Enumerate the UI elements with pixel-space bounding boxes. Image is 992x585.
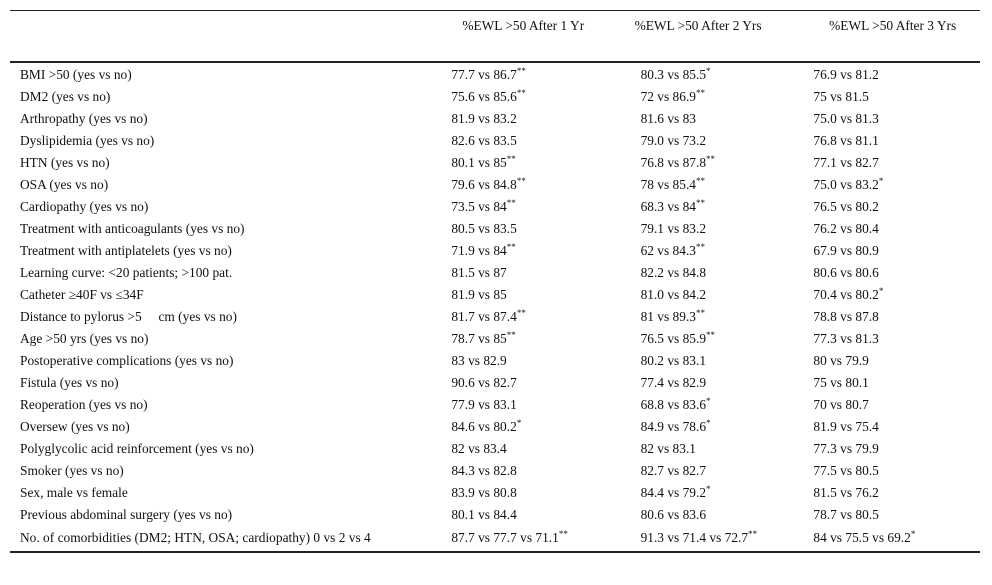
table-row [10, 482, 980, 504]
factor-cell: HTN (yes vs no) [20, 155, 110, 170]
value-cell-y1 [443, 526, 632, 552]
value-text: 78.7 vs 85 [451, 331, 507, 346]
value-text: 77.9 vs 83.1 [451, 397, 517, 412]
value-text: 68.3 vs 84 [640, 199, 696, 214]
factor-cell: Postoperative complications (yes vs no) [20, 353, 234, 368]
significance-marker: ** [706, 154, 716, 164]
factor-cell: No. of comorbidities (DM2; HTN, OSA; cardiopathy) 0 vs 2 vs 4 [20, 530, 371, 545]
table-row [10, 152, 980, 174]
factor-cell: Dyslipidemia (yes vs no) [20, 133, 155, 148]
significance-marker: ** [506, 198, 516, 208]
value-text: 76.8 vs 81.1 [813, 133, 879, 148]
value-text: 76.8 vs 87.8 [640, 155, 707, 170]
value-cell-y1 [443, 350, 632, 372]
table-row [10, 460, 980, 482]
value-text: 79.6 vs 84.8 [451, 177, 517, 192]
table-row [10, 108, 980, 130]
value-text: 80.3 vs 85.5 [640, 67, 707, 82]
value-text: 77.3 vs 79.9 [813, 441, 879, 456]
value-cell-y3 [805, 482, 980, 504]
factor-cell: Sex, male vs female [20, 485, 128, 500]
value-cell-y1 [443, 218, 632, 240]
significance-marker: * [516, 418, 522, 428]
header-factor [10, 11, 443, 63]
value-cell-y3 [805, 460, 980, 482]
value-cell-y3 [805, 174, 980, 196]
factor-cell: Oversew (yes vs no) [20, 419, 130, 434]
value-text: 70 vs 80.7 [813, 397, 869, 412]
table-row [10, 284, 980, 306]
value-cell-y3 [805, 108, 980, 130]
value-cell-y3 [805, 284, 980, 306]
value-text: 76.2 vs 80.4 [813, 221, 879, 236]
value-text: 79.1 vs 83.2 [640, 221, 707, 236]
table-row [10, 306, 980, 328]
table-header-row [10, 11, 980, 63]
significance-marker: ** [516, 308, 526, 318]
significance-marker: * [706, 418, 711, 428]
value-text: 77.1 vs 82.7 [813, 155, 879, 170]
value-text: 82.2 vs 84.8 [640, 265, 707, 280]
value-cell-y2 [633, 262, 806, 284]
value-cell-y2 [633, 108, 806, 130]
value-text: 70.4 vs 80.2 [813, 287, 879, 302]
table-row [10, 526, 980, 552]
results-table [10, 10, 980, 553]
significance-marker: ** [558, 529, 568, 539]
value-cell-y1 [443, 372, 632, 394]
value-cell-y2 [633, 460, 806, 482]
factor-cell: Catheter ≥40F vs ≤34F [20, 287, 144, 302]
value-cell-y2 [633, 130, 806, 152]
value-cell-y3 [805, 306, 980, 328]
value-text: 81.6 vs 83 [640, 111, 696, 126]
value-text: 83.9 vs 80.8 [451, 485, 517, 500]
value-text: 77.4 vs 82.9 [640, 375, 707, 390]
value-cell-y2 [633, 394, 806, 416]
value-text: 84.3 vs 82.8 [451, 463, 517, 478]
factor-cell: Arthropathy (yes vs no) [20, 111, 148, 126]
value-cell-y3 [805, 62, 980, 86]
significance-marker: ** [516, 176, 526, 186]
value-cell-y1 [443, 394, 632, 416]
value-cell-y1 [443, 174, 632, 196]
value-text: 81.0 vs 84.2 [640, 287, 707, 302]
significance-marker: ** [506, 242, 516, 252]
value-cell-y1 [443, 284, 632, 306]
value-cell-y1 [443, 86, 632, 108]
value-text: 77.5 vs 80.5 [813, 463, 879, 478]
value-text: 80 vs 79.9 [813, 353, 869, 368]
value-text: 87.7 vs 77.7 vs 71.1 [451, 530, 559, 545]
value-text: 78.7 vs 80.5 [813, 507, 879, 522]
significance-marker: * [910, 529, 916, 539]
value-cell-y3 [805, 196, 980, 218]
value-cell-y2 [633, 482, 806, 504]
table-row [10, 394, 980, 416]
value-text: 81.7 vs 87.4 [451, 309, 517, 324]
factor-cell: Treatment with anticoagulants (yes vs no) [20, 221, 245, 236]
value-cell-y1 [443, 438, 632, 460]
value-text: 81.9 vs 75.4 [813, 419, 879, 434]
value-text: 76.9 vs 81.2 [813, 67, 879, 82]
value-text: 82 vs 83.4 [451, 441, 507, 456]
value-cell-y3 [805, 526, 980, 552]
significance-marker: * [706, 484, 711, 494]
header-after-1-yr: %EWL >50 After 1 Yr [462, 18, 585, 33]
value-text: 80.2 vs 83.1 [640, 353, 707, 368]
value-cell-y1 [443, 196, 632, 218]
significance-marker: ** [696, 242, 705, 252]
value-text: 75 vs 81.5 [813, 89, 869, 104]
significance-marker: ** [696, 198, 705, 208]
value-cell-y2 [633, 86, 806, 108]
value-text: 78 vs 85.4 [640, 177, 696, 192]
value-text: 83 vs 82.9 [451, 353, 507, 368]
value-cell-y2 [633, 218, 806, 240]
value-cell-y3 [805, 372, 980, 394]
table-row [10, 196, 980, 218]
value-cell-y2 [633, 438, 806, 460]
significance-marker: ** [706, 330, 716, 340]
significance-marker: ** [696, 88, 705, 98]
value-cell-y2 [633, 240, 806, 262]
value-cell-y1 [443, 460, 632, 482]
table-row [10, 218, 980, 240]
value-text: 72 vs 86.9 [640, 89, 696, 104]
table-row [10, 174, 980, 196]
factor-cell: Cardiopathy (yes vs no) [20, 199, 149, 214]
value-cell-y3 [805, 350, 980, 372]
value-text: 75.0 vs 81.3 [813, 111, 879, 126]
value-text: 73.5 vs 84 [451, 199, 507, 214]
value-text: 80.6 vs 83.6 [640, 507, 707, 522]
value-text: 80.5 vs 83.5 [451, 221, 517, 236]
value-text: 68.8 vs 83.6 [640, 397, 707, 412]
value-cell-y1 [443, 130, 632, 152]
significance-marker: ** [696, 176, 705, 186]
value-cell-y3 [805, 504, 980, 526]
value-cell-y1 [443, 152, 632, 174]
value-text: 76.5 vs 80.2 [813, 199, 879, 214]
value-text: 81.9 vs 83.2 [451, 111, 517, 126]
factor-cell: Treatment with antiplatelets (yes vs no) [20, 243, 232, 258]
value-text: 81.5 vs 87 [451, 265, 507, 280]
value-text: 67.9 vs 80.9 [813, 243, 879, 258]
value-text: 78.8 vs 87.8 [813, 309, 879, 324]
table-row [10, 504, 980, 526]
factor-cell: Fistula (yes vs no) [20, 375, 119, 390]
factor-cell: Smoker (yes vs no) [20, 463, 124, 478]
value-cell-y2 [633, 284, 806, 306]
value-cell-y2 [633, 306, 806, 328]
value-text: 77.7 vs 86.7 [451, 67, 517, 82]
value-cell-y3 [805, 394, 980, 416]
table-row [10, 350, 980, 372]
significance-marker: ** [506, 154, 516, 164]
value-text: 90.6 vs 82.7 [451, 375, 517, 390]
value-text: 91.3 vs 71.4 vs 72.7 [640, 530, 749, 545]
value-cell-y3 [805, 86, 980, 108]
value-text: 76.5 vs 85.9 [640, 331, 707, 346]
value-cell-y3 [805, 262, 980, 284]
factor-cell: Reoperation (yes vs no) [20, 397, 148, 412]
value-cell-y3 [805, 416, 980, 438]
table-body [10, 62, 980, 552]
value-text: 80.1 vs 84.4 [451, 507, 517, 522]
significance-marker: ** [516, 66, 526, 76]
significance-marker: * [706, 66, 711, 76]
value-text: 84 vs 75.5 vs 69.2 [813, 530, 911, 545]
table-row [10, 328, 980, 350]
value-cell-y3 [805, 328, 980, 350]
value-cell-y1 [443, 306, 632, 328]
table-row [10, 62, 980, 86]
value-cell-y1 [443, 108, 632, 130]
value-cell-y1 [443, 328, 632, 350]
significance-marker: ** [748, 529, 758, 539]
value-text: 75 vs 80.1 [813, 375, 869, 390]
value-cell-y3 [805, 438, 980, 460]
value-cell-y1 [443, 416, 632, 438]
value-cell-y1 [443, 504, 632, 526]
header-after-2-yrs: %EWL >50 After 2 Yrs [634, 18, 762, 33]
value-cell-y2 [633, 526, 806, 552]
value-text: 81 vs 89.3 [640, 309, 696, 324]
value-text: 71.9 vs 84 [451, 243, 507, 258]
value-text: 81.9 vs 85 [451, 287, 507, 302]
factor-cell: DM2 (yes vs no) [20, 89, 111, 104]
value-text: 84.9 vs 78.6 [640, 419, 707, 434]
value-cell-y2 [633, 416, 806, 438]
value-cell-y2 [633, 350, 806, 372]
factor-cell: Polyglycolic acid reinforcement (yes vs no) [20, 441, 254, 456]
value-text: 75.6 vs 85.6 [451, 89, 517, 104]
value-cell-y2 [633, 62, 806, 86]
value-text: 79.0 vs 73.2 [640, 133, 707, 148]
value-text: 82 vs 83.1 [640, 441, 696, 456]
value-cell-y3 [805, 218, 980, 240]
table-row [10, 86, 980, 108]
value-text: 84.6 vs 80.2 [451, 419, 517, 434]
table-row [10, 240, 980, 262]
value-text: 82.6 vs 83.5 [451, 133, 517, 148]
table-row [10, 262, 980, 284]
significance-marker: ** [506, 330, 516, 340]
significance-marker: * [878, 286, 884, 296]
factor-cell: OSA (yes vs no) [20, 177, 109, 192]
value-cell-y2 [633, 328, 806, 350]
value-cell-y1 [443, 240, 632, 262]
factor-cell: Age >50 yrs (yes vs no) [20, 331, 149, 346]
header-after-3-yrs: %EWL >50 After 3 Yrs [829, 18, 957, 33]
value-text: 80.1 vs 85 [451, 155, 507, 170]
factor-cell: BMI >50 (yes vs no) [20, 67, 132, 82]
value-cell-y3 [805, 130, 980, 152]
value-text: 80.6 vs 80.6 [813, 265, 879, 280]
factor-cell: Distance to pylorus >5 cm (yes vs no) [20, 309, 237, 324]
factor-cell: Learning curve: <20 patients; >100 pat. [20, 265, 233, 280]
table-row [10, 130, 980, 152]
value-cell-y1 [443, 482, 632, 504]
value-cell-y3 [805, 240, 980, 262]
table-row [10, 416, 980, 438]
factor-cell: Previous abdominal surgery (yes vs no) [20, 507, 233, 522]
value-cell-y2 [633, 174, 806, 196]
value-cell-y1 [443, 262, 632, 284]
value-text: 75.0 vs 83.2 [813, 177, 879, 192]
value-cell-y2 [633, 504, 806, 526]
significance-marker: * [706, 396, 711, 406]
significance-marker: ** [696, 308, 705, 318]
table-row [10, 438, 980, 460]
value-cell-y1 [443, 62, 632, 86]
value-text: 62 vs 84.3 [640, 243, 696, 258]
value-cell-y2 [633, 196, 806, 218]
value-text: 81.5 vs 76.2 [813, 485, 879, 500]
value-text: 84.4 vs 79.2 [640, 485, 707, 500]
significance-marker: * [878, 176, 884, 186]
value-cell-y2 [633, 152, 806, 174]
value-text: 77.3 vs 81.3 [813, 331, 879, 346]
value-cell-y3 [805, 152, 980, 174]
significance-marker: ** [516, 88, 526, 98]
table-row [10, 372, 980, 394]
value-cell-y2 [633, 372, 806, 394]
value-text: 82.7 vs 82.7 [640, 463, 707, 478]
